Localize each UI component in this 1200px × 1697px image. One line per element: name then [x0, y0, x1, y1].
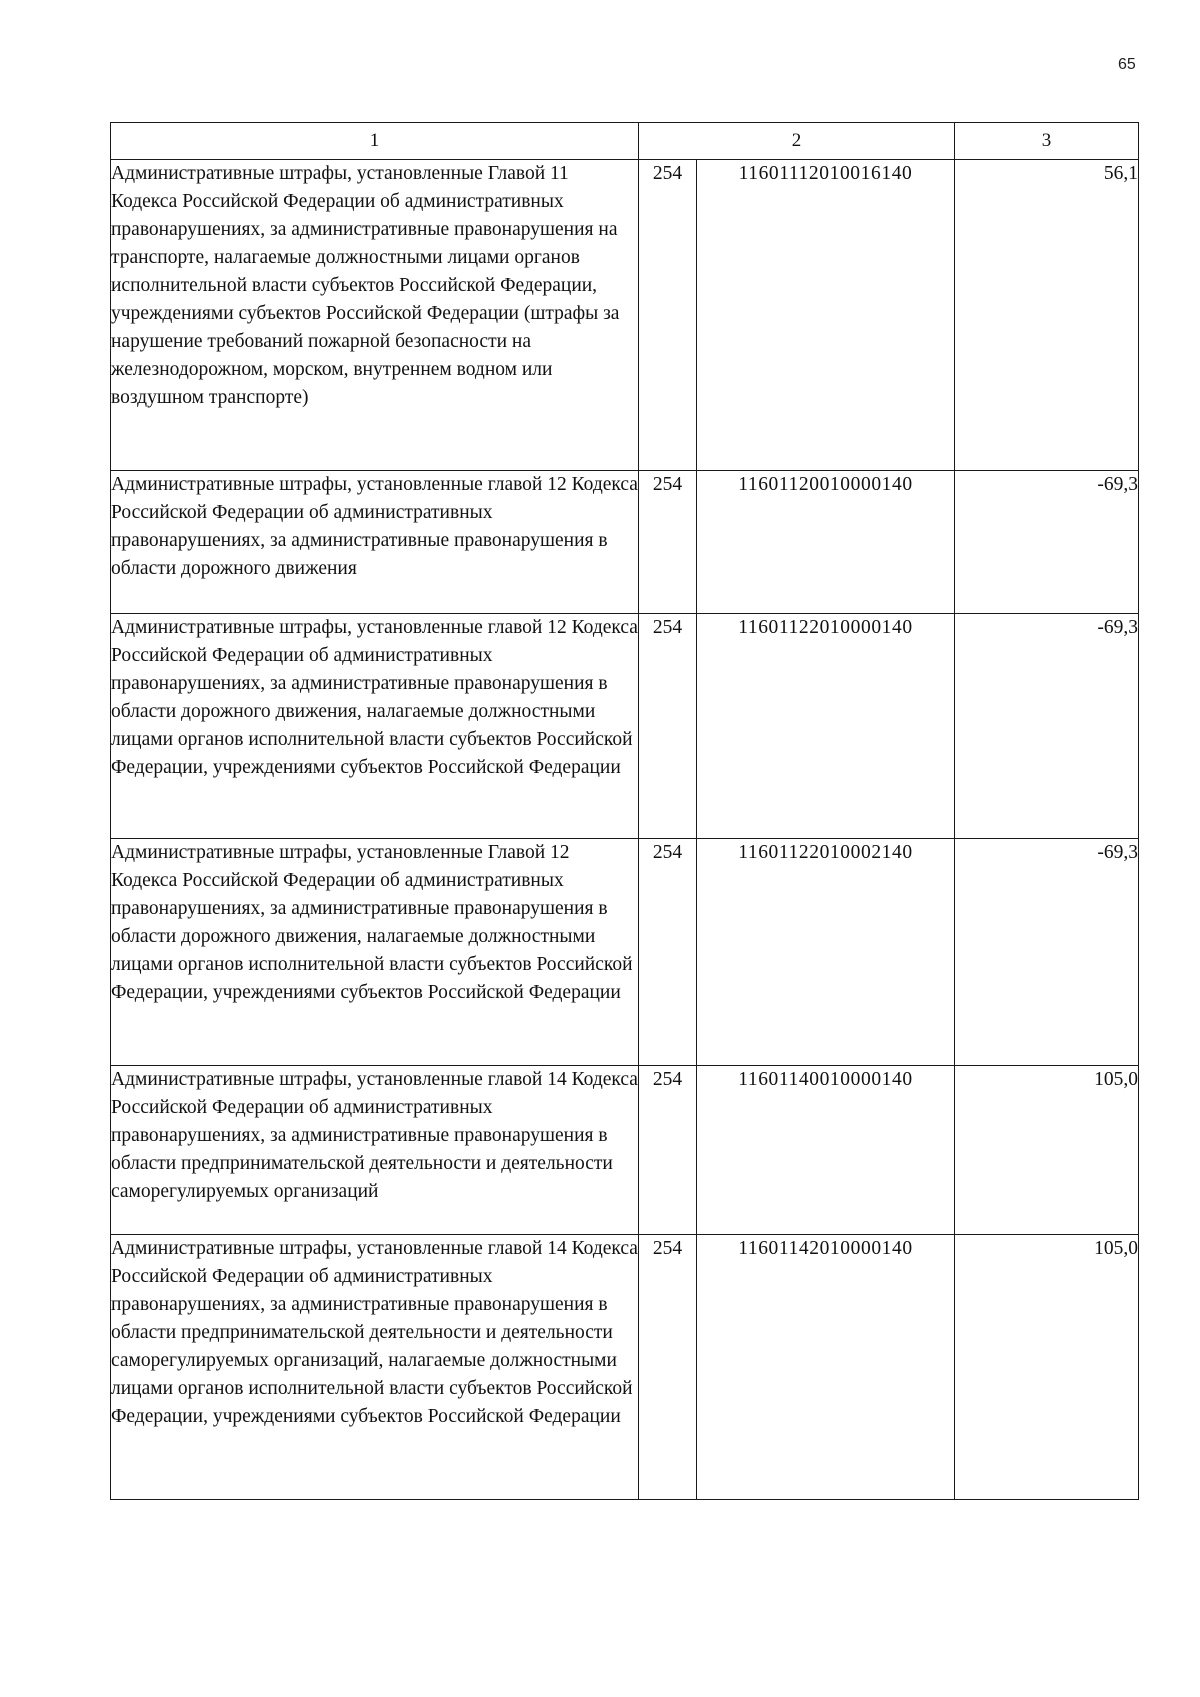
column-header-2: 2	[639, 123, 955, 160]
row-description: Административные штрафы, установленные главой 14 Кодекса Российской Федерации об административных правонарушениях, за административные правонарушения в области предпринимательской деятельности и деятельности саморегулируемых организаций	[111, 1066, 639, 1235]
row-amount: 56,1	[955, 160, 1139, 471]
row-kbk-code: 11601122010002140	[697, 839, 955, 1066]
row-kbk-code: 11601140010000140	[697, 1066, 955, 1235]
table-row	[111, 839, 1139, 1066]
table-row	[111, 614, 1139, 839]
row-kbk-code: 11601142010000140	[697, 1235, 955, 1500]
revenue-table	[110, 122, 1139, 1500]
row-amount: 105,0	[955, 1066, 1139, 1235]
row-admin-code: 254	[639, 160, 697, 471]
row-amount: -69,3	[955, 839, 1139, 1066]
row-admin-code: 254	[639, 1066, 697, 1235]
row-amount: 105,0	[955, 1235, 1139, 1500]
row-admin-code: 254	[639, 839, 697, 1066]
row-description: Административные штрафы, установленные главой 14 Кодекса Российской Федерации об административных правонарушениях, за административные правонарушения в области предпринимательской деятельности и деятельности саморегулируемых организаций, налагаемые должностными лицами органов исполнительной власти субъектов Российской Федерации, учреждениями субъектов Российской Федерации	[111, 1235, 639, 1500]
table-header-row	[111, 123, 1139, 160]
row-description: Административные штрафы, установленные главой 12 Кодекса Российской Федерации об административных правонарушениях, за административные правонарушения в области дорожного движения	[111, 471, 639, 614]
row-kbk-code: 11601122010000140	[697, 614, 955, 839]
table-row	[111, 471, 1139, 614]
row-description: Административные штрафы, установленные Главой 11 Кодекса Российской Федерации об административных правонарушениях, за административные правонарушения на транспорте, налагаемые должностными лицами органов исполнительной власти субъектов Российской Федерации, учреждениями субъектов Российской Федерации (штрафы за нарушение требований пожарной безопасности на железнодорожном, морском, внутреннем водном или воздушном транспорте)	[111, 160, 639, 471]
row-description: Административные штрафы, установленные Главой 12 Кодекса Российской Федерации об административных правонарушениях, за административные правонарушения в области дорожного движения, налагаемые должностными лицами органов исполнительной власти субъектов Российской Федерации, учреждениями субъектов Российской Федерации	[111, 839, 639, 1066]
row-kbk-code: 11601112010016140	[697, 160, 955, 471]
table-row	[111, 1235, 1139, 1500]
row-kbk-code: 11601120010000140	[697, 471, 955, 614]
row-amount: -69,3	[955, 471, 1139, 614]
column-header-3: 3	[955, 123, 1139, 160]
row-amount: -69,3	[955, 614, 1139, 839]
row-admin-code: 254	[639, 614, 697, 839]
row-admin-code: 254	[639, 471, 697, 614]
table-row	[111, 160, 1139, 471]
row-description: Административные штрафы, установленные главой 12 Кодекса Российской Федерации об административных правонарушениях, за административные правонарушения в области дорожного движения, налагаемые должностными лицами органов исполнительной власти субъектов Российской Федерации, учреждениями субъектов Российской Федерации	[111, 614, 639, 839]
table-row	[111, 1066, 1139, 1235]
column-header-1: 1	[111, 123, 639, 160]
page-number: 65	[1118, 56, 1136, 73]
row-admin-code: 254	[639, 1235, 697, 1500]
